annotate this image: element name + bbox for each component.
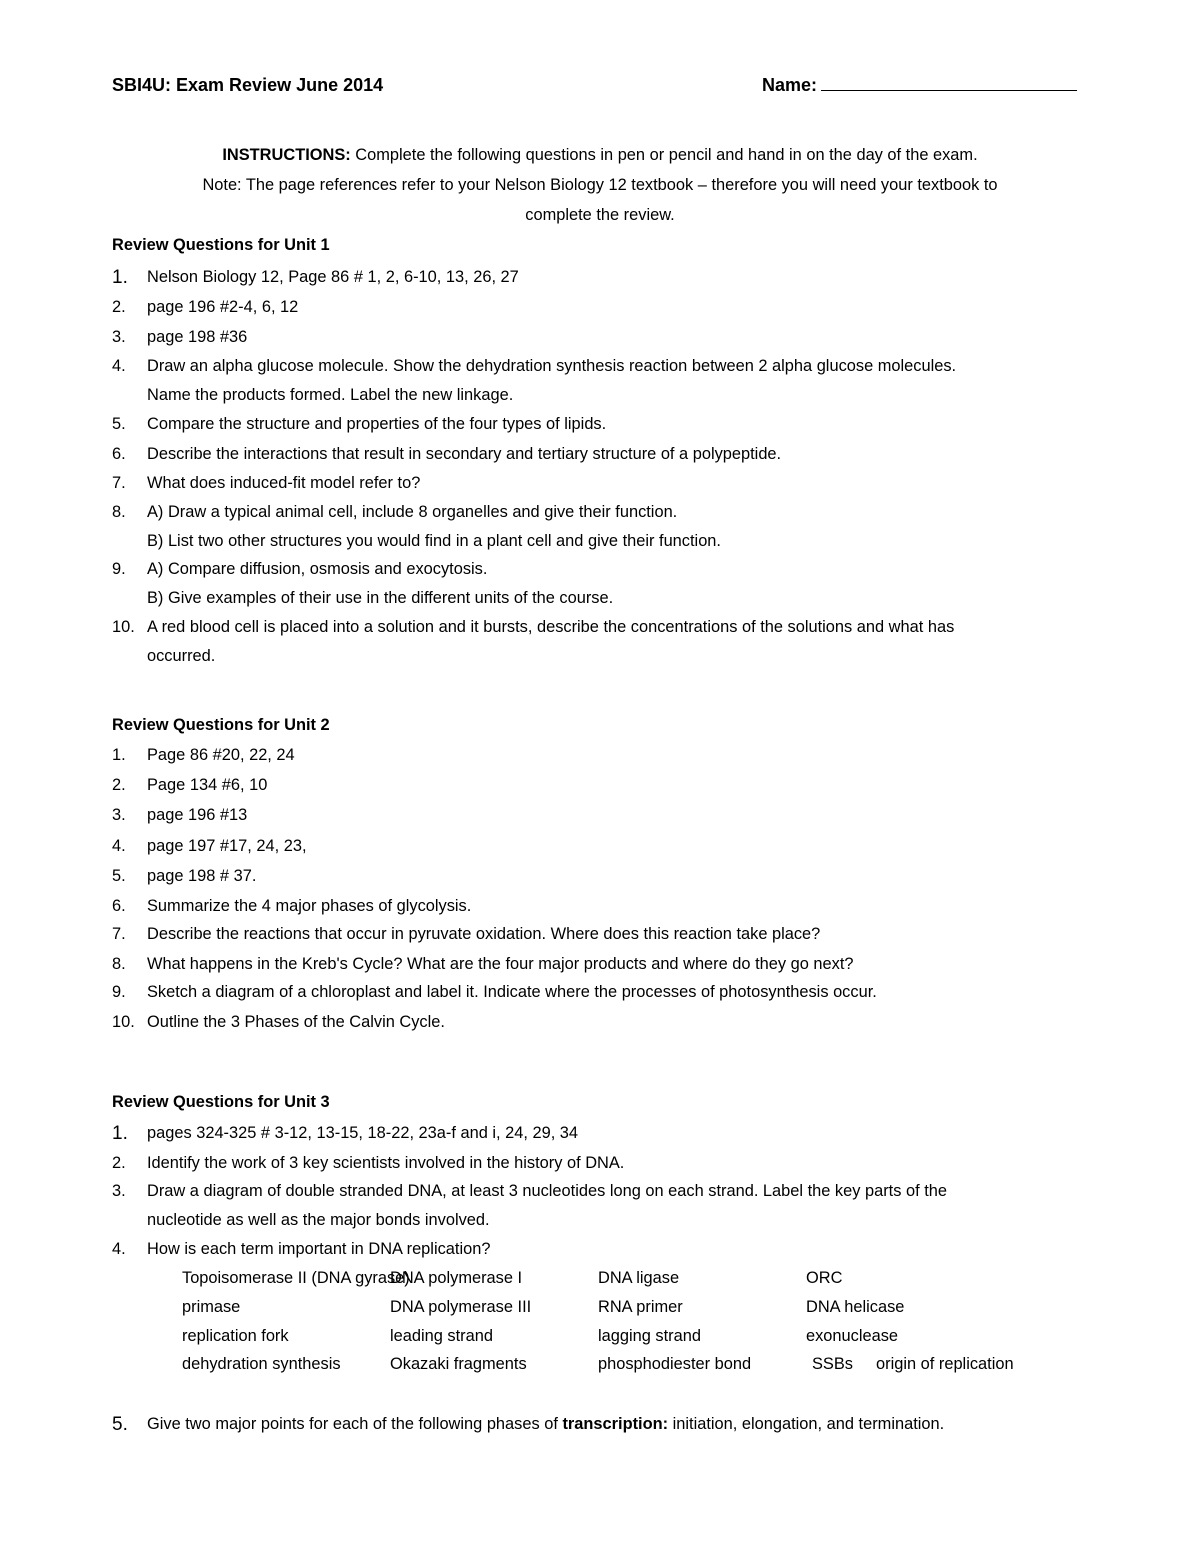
question-number: 4. bbox=[112, 1240, 126, 1258]
instructions-line-3: complete the review. bbox=[525, 206, 675, 224]
unit-2-heading: Review Questions for Unit 2 bbox=[112, 716, 330, 734]
unit-3-heading: Review Questions for Unit 3 bbox=[112, 1093, 330, 1111]
question-number: 2. bbox=[112, 776, 126, 794]
question-text: nucleotide as well as the major bonds involved. bbox=[147, 1211, 490, 1229]
instructions-label: INSTRUCTIONS: bbox=[222, 146, 351, 164]
unit-1-heading: Review Questions for Unit 1 bbox=[112, 236, 330, 254]
replication-term: RNA primer bbox=[598, 1298, 683, 1316]
question-text: page 198 #36 bbox=[147, 328, 248, 346]
replication-term: Okazaki fragments bbox=[390, 1355, 527, 1373]
question-number: 5. bbox=[112, 415, 126, 433]
question-number: 8. bbox=[112, 503, 126, 521]
question-text: How is each term important in DNA replication? bbox=[147, 1240, 491, 1258]
replication-term: DNA polymerase III bbox=[390, 1298, 532, 1316]
question-number: 7. bbox=[112, 925, 126, 943]
name-label: Name: bbox=[762, 75, 818, 95]
question-text: A) Compare diffusion, osmosis and exocytosis. bbox=[147, 560, 488, 578]
replication-term: ORC bbox=[806, 1269, 843, 1287]
question-number: 6. bbox=[112, 897, 126, 915]
replication-term: DNA helicase bbox=[806, 1298, 905, 1316]
question-text: Compare the structure and properties of the four types of lipids. bbox=[147, 415, 607, 433]
question-number: 2. bbox=[112, 1154, 126, 1172]
replication-term: origin of replication bbox=[876, 1355, 1014, 1373]
question-text: Sketch a diagram of a chloroplast and label it. Indicate where the processes of photosynthesis occur. bbox=[147, 983, 877, 1001]
question-text: B) Give examples of their use in the different units of the course. bbox=[147, 589, 614, 607]
question-number: 10. bbox=[112, 618, 135, 636]
question-text: page 198 # 37. bbox=[147, 867, 257, 885]
replication-term: DNA polymerase I bbox=[390, 1269, 523, 1287]
replication-term: dehydration synthesis bbox=[182, 1355, 341, 1373]
question-number: 1. bbox=[112, 267, 128, 288]
replication-term: primase bbox=[182, 1298, 241, 1316]
question-number: 8. bbox=[112, 955, 126, 973]
name-field bbox=[762, 75, 1077, 96]
question-number: 5. bbox=[112, 867, 126, 885]
question-text: page 196 #2-4, 6, 12 bbox=[147, 298, 299, 316]
question-text: Page 134 #6, 10 bbox=[147, 776, 268, 794]
instructions-line-2: Note: The page references refer to your Nelson Biology 12 textbook – therefore you will need your textbook to bbox=[202, 176, 998, 194]
question-text: Nelson Biology 12, Page 86 # 1, 2, 6-10, 13, 26, 27 bbox=[147, 268, 519, 286]
question-number: 1. bbox=[112, 746, 126, 764]
question-number: 9. bbox=[112, 560, 126, 578]
question-text: B) List two other structures you would find in a plant cell and give their function. bbox=[147, 532, 721, 550]
question-text: Outline the 3 Phases of the Calvin Cycle. bbox=[147, 1013, 445, 1031]
question-text: A red blood cell is placed into a solution and it bursts, describe the concentrations of the solutions and what has bbox=[147, 618, 955, 636]
question-text: What happens in the Kreb's Cycle? What are the four major products and where do they go next? bbox=[147, 955, 854, 973]
instructions-line-1: INSTRUCTIONS: Complete the following questions in pen or pencil and hand in on the day of the exam. bbox=[222, 146, 978, 164]
question-text: occurred. bbox=[147, 647, 216, 665]
question-number: 1. bbox=[112, 1123, 128, 1144]
question-text: Describe the interactions that result in secondary and tertiary structure of a polypeptide. bbox=[147, 445, 782, 463]
replication-term: exonuclease bbox=[806, 1327, 899, 1345]
question-text: page 196 #13 bbox=[147, 806, 248, 824]
question-number: 9. bbox=[112, 983, 126, 1001]
question-text: Identify the work of 3 key scientists involved in the history of DNA. bbox=[147, 1154, 625, 1172]
question-number: 5. bbox=[112, 1414, 128, 1435]
question-text: Name the products formed. Label the new linkage. bbox=[147, 386, 514, 404]
question-text: Draw an alpha glucose molecule. Show the dehydration synthesis reaction between 2 alpha glucose molecules. bbox=[147, 357, 957, 375]
document-title: SBI4U: Exam Review June 2014 bbox=[112, 75, 384, 95]
replication-term: lagging strand bbox=[598, 1327, 701, 1345]
question-number: 3. bbox=[112, 328, 126, 346]
question-number: 3. bbox=[112, 1182, 126, 1200]
question-text: A) Draw a typical animal cell, include 8 organelles and give their function. bbox=[147, 503, 678, 521]
replication-term: Topoisomerase II (DNA gyrase) bbox=[182, 1269, 410, 1287]
question-number: 10. bbox=[112, 1013, 135, 1031]
question-text: Draw a diagram of double stranded DNA, at least 3 nucleotides long on each strand. Label the key parts of the bbox=[147, 1182, 947, 1200]
question-number: 7. bbox=[112, 474, 126, 492]
question-text: Page 86 #20, 22, 24 bbox=[147, 746, 295, 764]
replication-term: SSBs bbox=[812, 1355, 853, 1373]
question-number: 6. bbox=[112, 445, 126, 463]
question-text: Summarize the 4 major phases of glycolysis. bbox=[147, 897, 472, 915]
question-number: 2. bbox=[112, 298, 126, 316]
question-text: Describe the reactions that occur in pyruvate oxidation. Where does this reaction take place? bbox=[147, 925, 821, 943]
question-text: pages 324-325 # 3-12, 13-15, 18-22, 23a-f and i, 24, 29, 34 bbox=[147, 1124, 579, 1142]
replication-term: replication fork bbox=[182, 1327, 289, 1345]
replication-term: leading strand bbox=[390, 1327, 493, 1345]
question-text: page 197 #17, 24, 23, bbox=[147, 837, 307, 855]
question-text: Give two major points for each of the following phases of transcription: initiation, elongation, and termination. bbox=[147, 1415, 945, 1433]
question-number: 4. bbox=[112, 837, 126, 855]
question-text: What does induced-fit model refer to? bbox=[147, 474, 421, 492]
question-number: 3. bbox=[112, 806, 126, 824]
replication-term: phosphodiester bond bbox=[598, 1355, 752, 1373]
question-number: 4. bbox=[112, 357, 126, 375]
replication-term: DNA ligase bbox=[598, 1269, 680, 1287]
name-blank-line bbox=[821, 76, 1077, 91]
